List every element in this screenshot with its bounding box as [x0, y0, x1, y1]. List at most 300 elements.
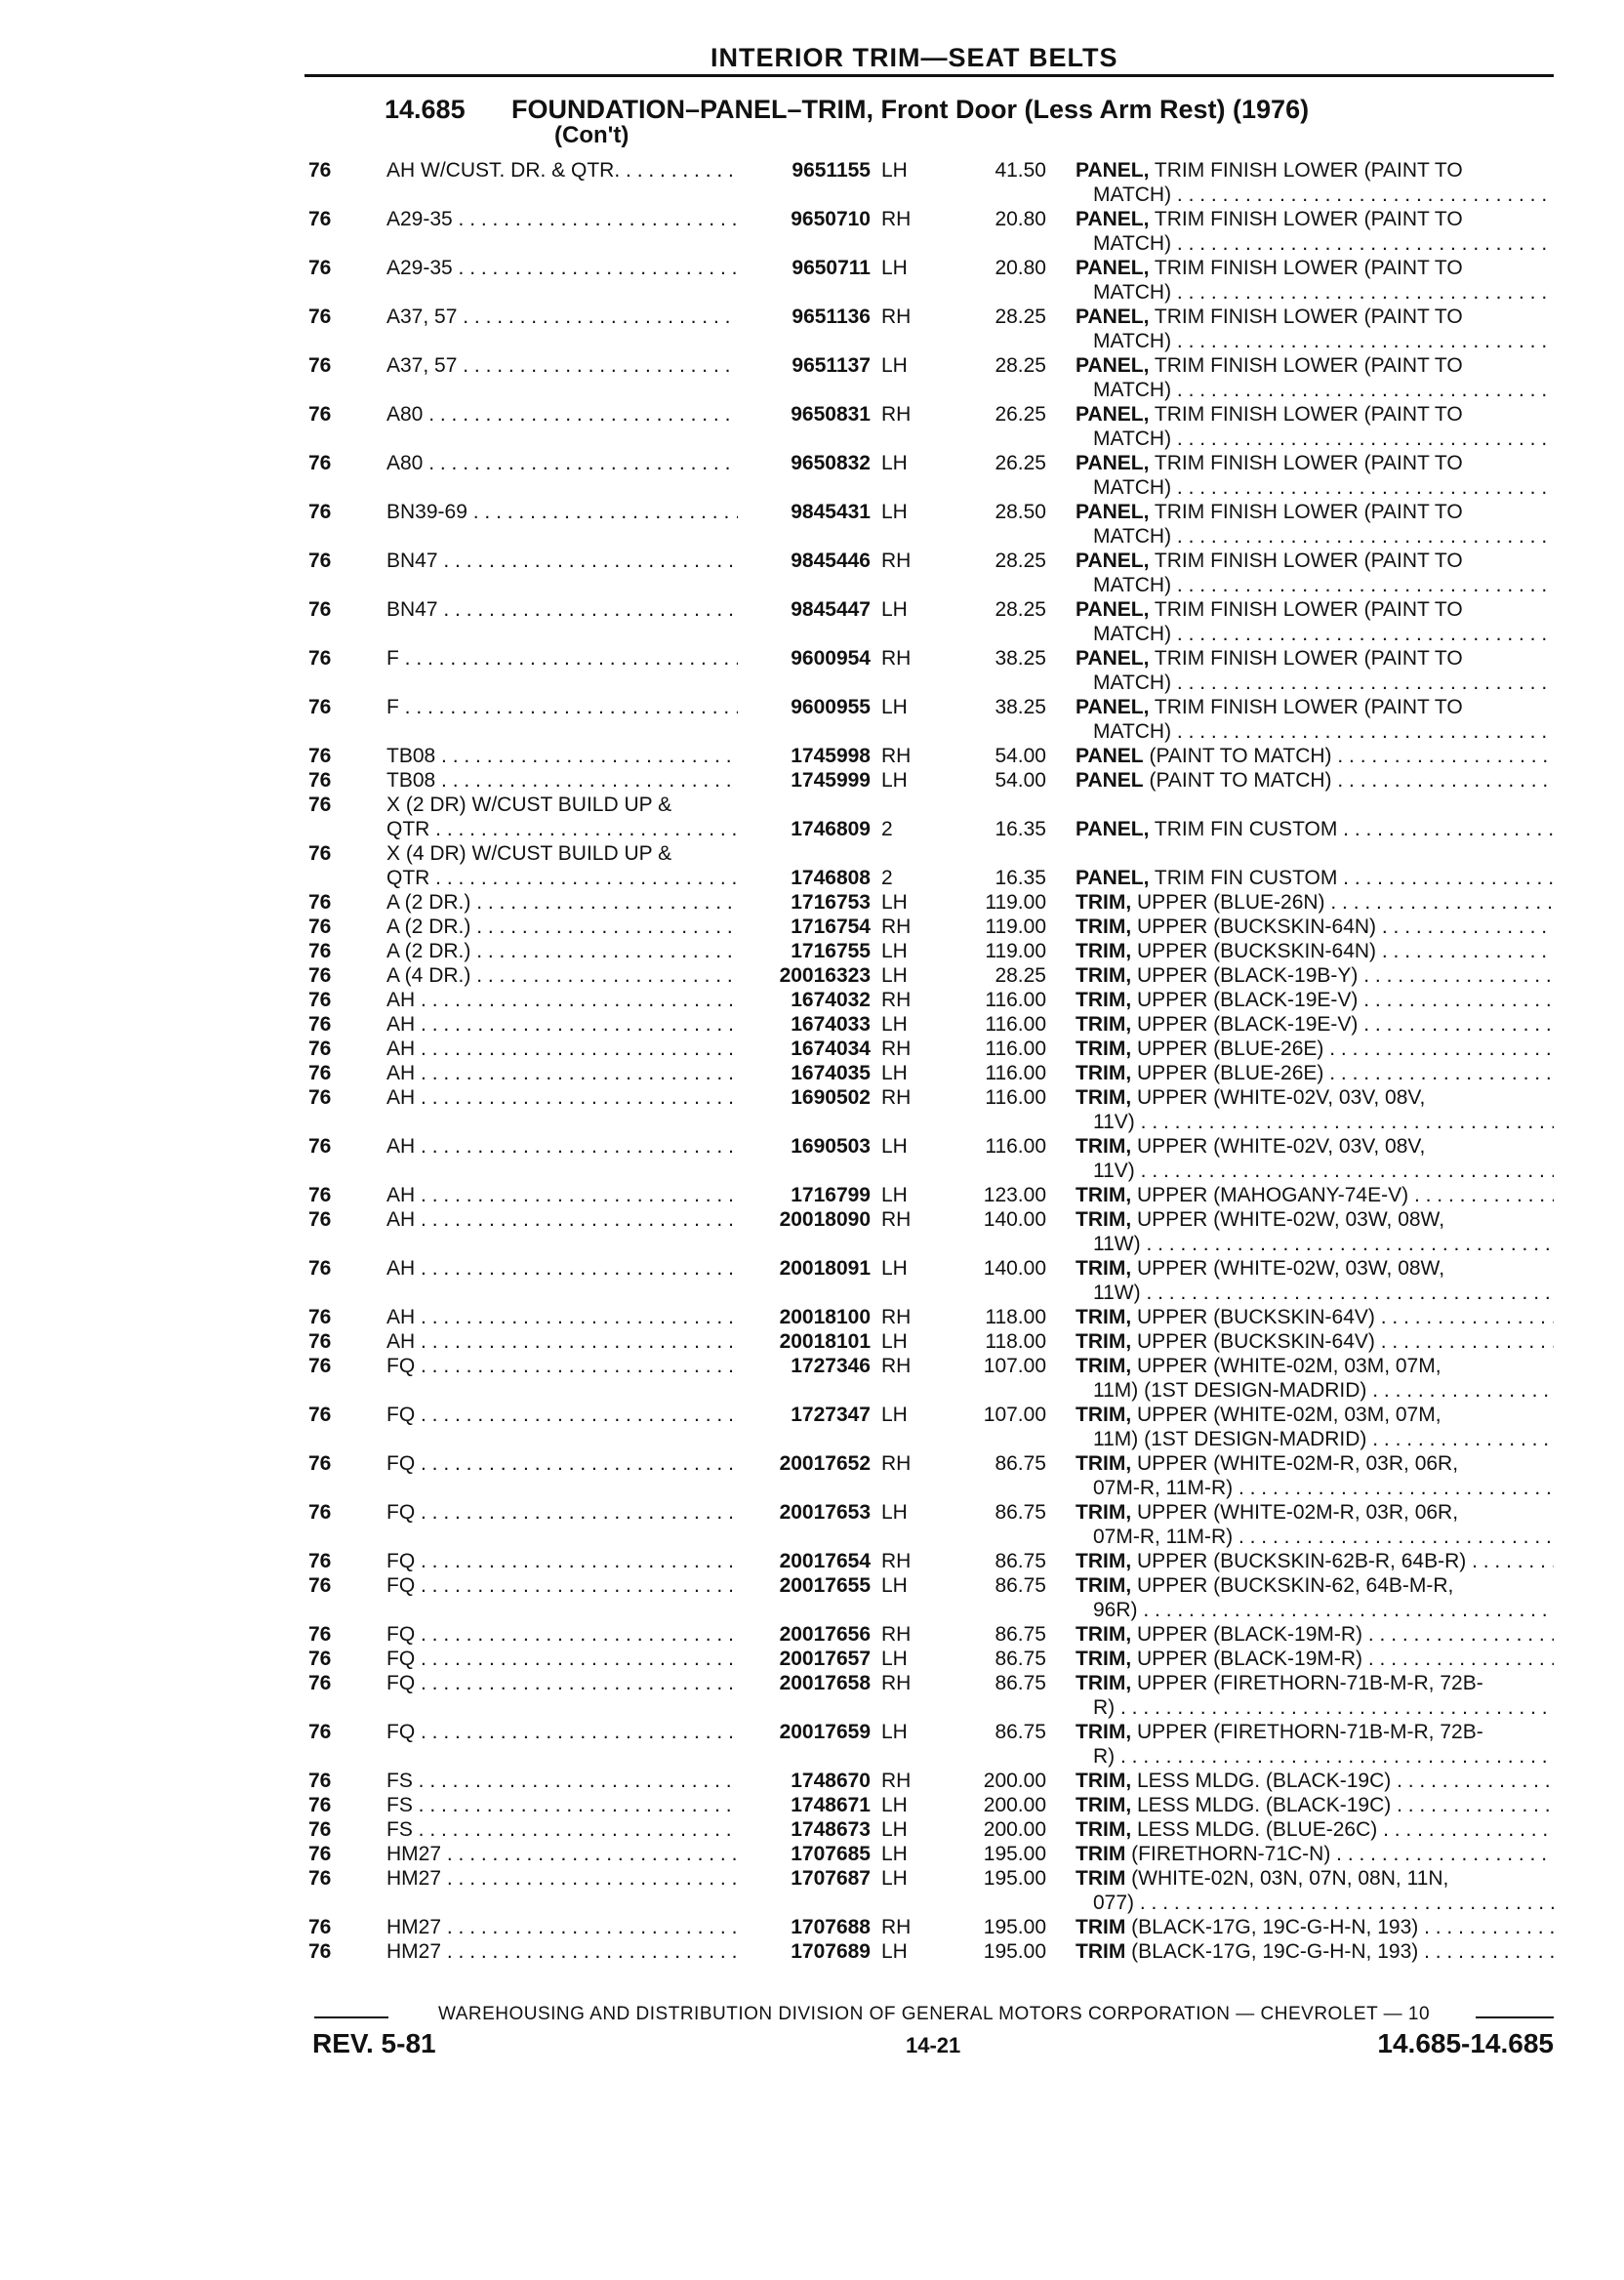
- price: 86.75: [995, 1721, 1046, 1743]
- list-item: [0, 1647, 1624, 1671]
- model-year: 76: [308, 1452, 332, 1475]
- part-description: [1076, 1720, 1554, 1744]
- part-description: [1076, 1061, 1554, 1085]
- list-item: [0, 841, 1624, 890]
- model-code: FQ . . .: [386, 1671, 738, 1695]
- description-text: UPPER (WHITE-02W, 03W, 08W,: [1131, 1208, 1445, 1231]
- part-description: [1076, 1769, 1554, 1793]
- price: 200.00: [983, 1794, 1046, 1816]
- side-qty: LH: [881, 696, 908, 718]
- side-qty: LH: [881, 159, 908, 182]
- description-keyword: TRIM,: [1076, 1404, 1132, 1426]
- part-number: 1690502: [787, 1085, 871, 1110]
- model-code: AH . . .: [386, 1256, 738, 1281]
- description-cont: 11M) (1ST DESIGN-MADRID) . . .: [1093, 1378, 1554, 1403]
- part-number: 1707688: [787, 1915, 871, 1939]
- description-text: UPPER (BUCKSKIN-64N): [1131, 940, 1377, 962]
- description-keyword: TRIM,: [1076, 1330, 1132, 1353]
- part-description: [1076, 988, 1554, 1012]
- description-text: UPPER (BLUE-26N): [1131, 891, 1325, 914]
- description-text: UPPER (BUCKSKIN-64N): [1131, 916, 1377, 938]
- description-keyword: PANEL,: [1076, 354, 1150, 377]
- side-qty: LH: [881, 1721, 908, 1743]
- model-year: 76: [308, 159, 332, 182]
- part-description: [1076, 1647, 1554, 1671]
- part-number: 1746808: [787, 866, 871, 890]
- description-keyword: TRIM,: [1076, 1623, 1132, 1646]
- part-number: 1745999: [787, 768, 871, 793]
- model-code: AH . . .: [386, 988, 738, 1012]
- description-keyword: TRIM,: [1076, 1672, 1132, 1694]
- model-code: HM27 . . .: [386, 1915, 738, 1939]
- part-description: [1076, 1354, 1554, 1378]
- list-item: [0, 1085, 1624, 1134]
- model-code: A (2 DR.) . . .: [386, 890, 738, 915]
- model-code: A29-35 . . .: [386, 256, 738, 280]
- side-qty: LH: [881, 1257, 908, 1280]
- part-number: 20018091: [776, 1256, 871, 1281]
- description-text: UPPER (BUCKSKIN-62, 64B-M-R,: [1131, 1574, 1454, 1597]
- part-number: 20017659: [776, 1720, 871, 1744]
- description-keyword: TRIM,: [1076, 940, 1132, 962]
- description-text: UPPER (BLACK-19M-R): [1131, 1623, 1363, 1646]
- description-keyword: PANEL,: [1076, 867, 1150, 889]
- section-continued: (Con't): [554, 122, 629, 148]
- description-cont: MATCH) . . .: [1093, 573, 1554, 597]
- part-number: 1716753: [787, 890, 871, 915]
- list-item: [0, 1769, 1624, 1793]
- model-code: HM27 . . .: [386, 1939, 738, 1964]
- part-number: 1716755: [787, 939, 871, 963]
- list-item: [0, 915, 1624, 939]
- model-year: 76: [308, 1404, 332, 1426]
- description-keyword: PANEL,: [1076, 159, 1150, 182]
- side-qty: RH: [881, 1306, 912, 1328]
- description-text: UPPER (MAHOGANY-74E-V): [1131, 1184, 1409, 1206]
- list-item: [0, 1866, 1624, 1915]
- model-code-cont: QTR . . .: [386, 866, 738, 890]
- side-qty: RH: [881, 1623, 912, 1646]
- part-description: [1076, 1866, 1554, 1891]
- description-keyword: PANEL,: [1076, 647, 1150, 670]
- model-code: FQ . . .: [386, 1500, 738, 1525]
- side-qty: RH: [881, 208, 912, 230]
- description-keyword: TRIM,: [1076, 1501, 1132, 1524]
- description-cont: 077) . . .: [1093, 1891, 1554, 1915]
- description-cont: 07M-R, 11M-R) . . .: [1093, 1476, 1554, 1500]
- side-qty: LH: [881, 1330, 908, 1353]
- part-description: [1076, 1549, 1554, 1573]
- part-description: [1076, 451, 1554, 475]
- description-cont: 11W) . . .: [1093, 1232, 1554, 1256]
- description-text: UPPER (WHITE-02W, 03W, 08W,: [1131, 1257, 1445, 1280]
- description-text: TRIM FINISH LOWER (PAINT TO: [1149, 403, 1463, 426]
- part-description: [1076, 1207, 1554, 1232]
- price: 119.00: [985, 891, 1046, 914]
- model-year: 76: [308, 1038, 332, 1060]
- part-description: [1076, 549, 1554, 573]
- part-number: 9650831: [787, 402, 871, 427]
- model-year: 76: [308, 1940, 332, 1963]
- side-qty: RH: [881, 1086, 912, 1109]
- model-code: FQ . . .: [386, 1403, 738, 1427]
- description-keyword: TRIM,: [1076, 1062, 1132, 1084]
- list-item: [0, 1037, 1624, 1061]
- model-code: FQ . . .: [386, 1647, 738, 1671]
- model-year: 76: [308, 964, 332, 987]
- part-description: [1076, 207, 1554, 231]
- part-number: 1674035: [787, 1061, 871, 1085]
- price: 195.00: [983, 1940, 1046, 1963]
- description-keyword: PANEL,: [1076, 208, 1150, 230]
- description-text: UPPER (BUCKSKIN-62B-R, 64B-R): [1131, 1550, 1467, 1572]
- description-cont: MATCH) . . .: [1093, 475, 1554, 500]
- description-cont: MATCH) . . .: [1093, 622, 1554, 646]
- list-item: [0, 549, 1624, 597]
- part-number: 1674034: [787, 1037, 871, 1061]
- description-keyword: TRIM,: [1076, 1355, 1132, 1377]
- price: 86.75: [995, 1550, 1046, 1572]
- part-description: [1076, 402, 1554, 427]
- part-number: 20016323: [776, 963, 871, 988]
- list-item: [0, 1329, 1624, 1354]
- description-text: UPPER (BLACK-19M-R): [1131, 1648, 1363, 1670]
- list-item: [0, 988, 1624, 1012]
- price: 116.00: [985, 1013, 1046, 1036]
- part-number: 1690503: [787, 1134, 871, 1159]
- model-year: 76: [308, 354, 332, 377]
- part-description: [1076, 1573, 1554, 1598]
- list-item: [0, 1061, 1624, 1085]
- model-year: 76: [308, 647, 332, 670]
- part-number: 9845431: [787, 500, 871, 524]
- model-year: 76: [308, 696, 332, 718]
- model-code: A29-35 . . .: [386, 207, 738, 231]
- list-item: [0, 744, 1624, 768]
- list-item: [0, 1134, 1624, 1183]
- part-description: [1076, 1085, 1554, 1110]
- price: 16.35: [995, 867, 1046, 889]
- model-code: AH . . .: [386, 1085, 738, 1110]
- description-cont: 96R) . . .: [1093, 1598, 1554, 1622]
- description-keyword: PANEL,: [1076, 452, 1150, 474]
- list-item: [0, 1183, 1624, 1207]
- description-cont: MATCH) . . .: [1093, 329, 1554, 353]
- price: 86.75: [995, 1648, 1046, 1670]
- list-item: [0, 1354, 1624, 1403]
- description-keyword: PANEL: [1076, 769, 1144, 792]
- description-text: UPPER (BLACK-19E-V): [1131, 989, 1359, 1011]
- model-code: FQ . . .: [386, 1622, 738, 1647]
- side-qty: RH: [881, 647, 912, 670]
- list-item: [0, 158, 1624, 207]
- side-qty: LH: [881, 354, 908, 377]
- description-text: TRIM FINISH LOWER (PAINT TO: [1149, 208, 1463, 230]
- footer-division-line: WAREHOUSING AND DISTRIBUTION DIVISION OF GENERAL MOTORS CORPORATION — CHEVROLET — 10: [437, 2004, 1431, 2024]
- side-qty: RH: [881, 745, 912, 767]
- page-header-title: INTERIOR TRIM—SEAT BELTS: [710, 43, 1118, 72]
- side-qty: LH: [881, 257, 908, 279]
- part-number: 20017655: [776, 1573, 871, 1598]
- side-qty: RH: [881, 1452, 912, 1475]
- price: 28.25: [995, 305, 1046, 328]
- description-keyword: PANEL,: [1076, 696, 1150, 718]
- side-qty: RH: [881, 550, 912, 572]
- part-number: 9650832: [787, 451, 871, 475]
- model-year: 76: [308, 1184, 332, 1206]
- page-number: 14-21: [906, 2033, 961, 2057]
- part-number: 1745998: [787, 744, 871, 768]
- side-qty: RH: [881, 1916, 912, 1938]
- side-qty: RH: [881, 1550, 912, 1572]
- model-year: 76: [308, 1355, 332, 1377]
- model-year: 76: [308, 1648, 332, 1670]
- description-cont: MATCH) . . .: [1093, 231, 1554, 256]
- model-code: TB08 . . .: [386, 744, 738, 768]
- description-text: TRIM FINISH LOWER (PAINT TO: [1149, 354, 1463, 377]
- price: 140.00: [983, 1257, 1046, 1280]
- description-keyword: TRIM,: [1076, 1574, 1132, 1597]
- side-qty: RH: [881, 305, 912, 328]
- model-code: FQ . . .: [386, 1720, 738, 1744]
- part-description: [1076, 866, 1554, 890]
- part-number: 9845447: [787, 597, 871, 622]
- price: 86.75: [995, 1672, 1046, 1694]
- model-year: 76: [308, 769, 332, 792]
- side-qty: LH: [881, 964, 908, 987]
- description-cont: R) . . .: [1093, 1695, 1554, 1720]
- model-code: BN47 . . .: [386, 597, 738, 622]
- list-item: [0, 500, 1624, 549]
- price: 195.00: [983, 1916, 1046, 1938]
- list-item: [0, 1817, 1624, 1842]
- description-cont: 07M-R, 11M-R) . . .: [1093, 1525, 1554, 1549]
- part-number: 20018101: [776, 1329, 871, 1354]
- side-qty: LH: [881, 1404, 908, 1426]
- part-description: [1076, 500, 1554, 524]
- model-year: 76: [308, 1574, 332, 1597]
- side-qty: LH: [881, 1062, 908, 1084]
- part-number: 9600954: [787, 646, 871, 671]
- part-number: 9650711: [788, 256, 871, 280]
- description-text: TRIM FINISH LOWER (PAINT TO: [1149, 159, 1463, 182]
- description-keyword: PANEL,: [1076, 403, 1150, 426]
- model-code: X (2 DR) W/CUST BUILD UP &: [386, 794, 672, 816]
- model-code: AH . . .: [386, 1183, 738, 1207]
- description-keyword: TRIM,: [1076, 1086, 1132, 1109]
- part-description: [1076, 646, 1554, 671]
- part-number: 1707685: [787, 1842, 871, 1866]
- price: 20.80: [995, 208, 1046, 230]
- description-text: UPPER (FIRETHORN-71B-M-R, 72B-: [1131, 1721, 1483, 1743]
- description-keyword: TRIM,: [1076, 1135, 1132, 1158]
- price: 54.00: [995, 769, 1046, 792]
- description-text: UPPER (BUCKSKIN-64V): [1131, 1306, 1375, 1328]
- list-item: [0, 1939, 1624, 1964]
- description-keyword: PANEL,: [1076, 598, 1150, 621]
- model-year: 76: [308, 1818, 332, 1841]
- description-keyword: PANEL,: [1076, 818, 1150, 840]
- price: 41.50: [995, 159, 1046, 182]
- model-year: 76: [308, 842, 332, 865]
- price: 116.00: [985, 1086, 1046, 1109]
- model-code: AH . . .: [386, 1012, 738, 1037]
- header-rule: [304, 74, 1554, 77]
- description-text: UPPER (WHITE-02M-R, 03R, 06R,: [1131, 1452, 1459, 1475]
- description-keyword: TRIM,: [1076, 964, 1132, 987]
- model-year: 76: [308, 1867, 332, 1890]
- description-cont: MATCH) . . .: [1093, 671, 1554, 695]
- part-description: [1076, 1451, 1554, 1476]
- part-number: 1716754: [787, 915, 871, 939]
- description-cont: MATCH) . . .: [1093, 719, 1554, 744]
- model-code: A (2 DR.) . . .: [386, 915, 738, 939]
- list-item: [0, 963, 1624, 988]
- part-number: 20017656: [776, 1622, 871, 1647]
- description-keyword: TRIM: [1076, 1843, 1126, 1865]
- price: 118.00: [985, 1330, 1046, 1353]
- side-qty: LH: [881, 1818, 908, 1841]
- side-qty: RH: [881, 1208, 912, 1231]
- part-description: [1076, 1134, 1554, 1159]
- side-qty: LH: [881, 1013, 908, 1036]
- part-description: [1076, 1817, 1554, 1842]
- part-description: [1076, 1793, 1554, 1817]
- side-qty: RH: [881, 916, 912, 938]
- part-description: [1076, 939, 1554, 963]
- description-cont: MATCH) . . .: [1093, 524, 1554, 549]
- part-description: [1076, 1256, 1554, 1281]
- description-keyword: TRIM,: [1076, 1648, 1132, 1670]
- description-keyword: PANEL,: [1076, 501, 1150, 523]
- side-qty: LH: [881, 1843, 908, 1865]
- price: 195.00: [983, 1843, 1046, 1865]
- description-text: TRIM FINISH LOWER (PAINT TO: [1149, 696, 1463, 718]
- price: 54.00: [995, 745, 1046, 767]
- price: 200.00: [983, 1818, 1046, 1841]
- model-year: 76: [308, 1086, 332, 1109]
- price: 26.25: [995, 452, 1046, 474]
- price: 86.75: [995, 1452, 1046, 1475]
- description-text: TRIM FINISH LOWER (PAINT TO: [1149, 501, 1463, 523]
- description-text: UPPER (WHITE-02V, 03V, 08V,: [1131, 1086, 1426, 1109]
- part-number: 9845446: [787, 549, 871, 573]
- model-year: 76: [308, 1062, 332, 1084]
- part-number: 9600955: [787, 695, 871, 719]
- list-item: [0, 1573, 1624, 1622]
- model-code: AH . . .: [386, 1329, 738, 1354]
- list-item: [0, 1012, 1624, 1037]
- description-text: TRIM FINISH LOWER (PAINT TO: [1149, 305, 1463, 328]
- model-code: A (4 DR.) . . .: [386, 963, 738, 988]
- description-keyword: TRIM,: [1076, 1721, 1132, 1743]
- model-code: F . . .: [386, 646, 738, 671]
- price: 38.25: [995, 696, 1046, 718]
- part-description: [1076, 353, 1554, 378]
- part-description: [1076, 963, 1554, 988]
- part-number: 1707687: [787, 1866, 871, 1891]
- list-item: [0, 207, 1624, 256]
- model-year: 76: [308, 916, 332, 938]
- list-item: [0, 1842, 1624, 1866]
- description-keyword: TRIM,: [1076, 1770, 1132, 1792]
- model-year: 76: [308, 1306, 332, 1328]
- model-code: TB08 . . .: [386, 768, 738, 793]
- part-number: 9651155: [788, 158, 871, 183]
- part-number: 20017653: [776, 1500, 871, 1525]
- side-qty: LH: [881, 891, 908, 914]
- side-qty: LH: [881, 1940, 908, 1963]
- description-text: UPPER (BUCKSKIN-64V): [1131, 1330, 1375, 1353]
- model-code: AH . . .: [386, 1207, 738, 1232]
- model-code: A37, 57 . . .: [386, 353, 738, 378]
- price: 86.75: [995, 1574, 1046, 1597]
- description-keyword: TRIM,: [1076, 1013, 1132, 1036]
- side-qty: RH: [881, 1355, 912, 1377]
- description-text: TRIM FIN CUSTOM: [1149, 867, 1338, 889]
- model-year: 76: [308, 1501, 332, 1524]
- model-year: 76: [308, 989, 332, 1011]
- part-description: [1076, 1037, 1554, 1061]
- price: 28.50: [995, 501, 1046, 523]
- part-number: 20017658: [776, 1671, 871, 1695]
- model-year: 76: [308, 550, 332, 572]
- description-text: UPPER (BLUE-26E): [1131, 1062, 1324, 1084]
- list-item: [0, 1793, 1624, 1817]
- description-text: UPPER (WHITE-02M, 03M, 07M,: [1131, 1355, 1441, 1377]
- price: 28.25: [995, 598, 1046, 621]
- side-qty: LH: [881, 1867, 908, 1890]
- side-qty: LH: [881, 1574, 908, 1597]
- description-keyword: TRIM,: [1076, 1452, 1132, 1475]
- part-number: 20017652: [776, 1451, 871, 1476]
- description-cont: R) . . .: [1093, 1744, 1554, 1769]
- list-item: [0, 890, 1624, 915]
- description-cont: 11M) (1ST DESIGN-MADRID) . . .: [1093, 1427, 1554, 1451]
- section-range: 14.685-14.685: [1377, 2028, 1554, 2058]
- price: 116.00: [985, 989, 1046, 1011]
- model-year: 76: [308, 598, 332, 621]
- description-cont: MATCH) . . .: [1093, 427, 1554, 451]
- list-item: [0, 597, 1624, 646]
- description-text: UPPER (WHITE-02M-R, 03R, 06R,: [1131, 1501, 1459, 1524]
- part-description: [1076, 1622, 1554, 1647]
- model-year: 76: [308, 1721, 332, 1743]
- part-number: 9651137: [788, 353, 871, 378]
- list-item: [0, 1915, 1624, 1939]
- description-cont: 11V) . . .: [1093, 1159, 1554, 1183]
- description-keyword: TRIM: [1076, 1867, 1126, 1890]
- model-year: 76: [308, 1843, 332, 1865]
- price: 119.00: [985, 916, 1046, 938]
- model-year: 76: [308, 745, 332, 767]
- list-item: [0, 402, 1624, 451]
- side-qty: LH: [881, 1184, 908, 1206]
- part-number: 1748673: [787, 1817, 871, 1842]
- model-code: FQ . . .: [386, 1549, 738, 1573]
- side-qty: LH: [881, 769, 908, 792]
- description-keyword: TRIM,: [1076, 891, 1132, 914]
- model-year: 76: [308, 501, 332, 523]
- part-number: 1727347: [787, 1403, 871, 1427]
- model-year: 76: [308, 1257, 332, 1280]
- description-keyword: PANEL,: [1076, 257, 1150, 279]
- description-text: (BLACK-17G, 19C-G-H-N, 193): [1125, 1916, 1419, 1938]
- side-qty: LH: [881, 452, 908, 474]
- part-number: 1674032: [787, 988, 871, 1012]
- price: 116.00: [985, 1038, 1046, 1060]
- model-code: AH . . .: [386, 1037, 738, 1061]
